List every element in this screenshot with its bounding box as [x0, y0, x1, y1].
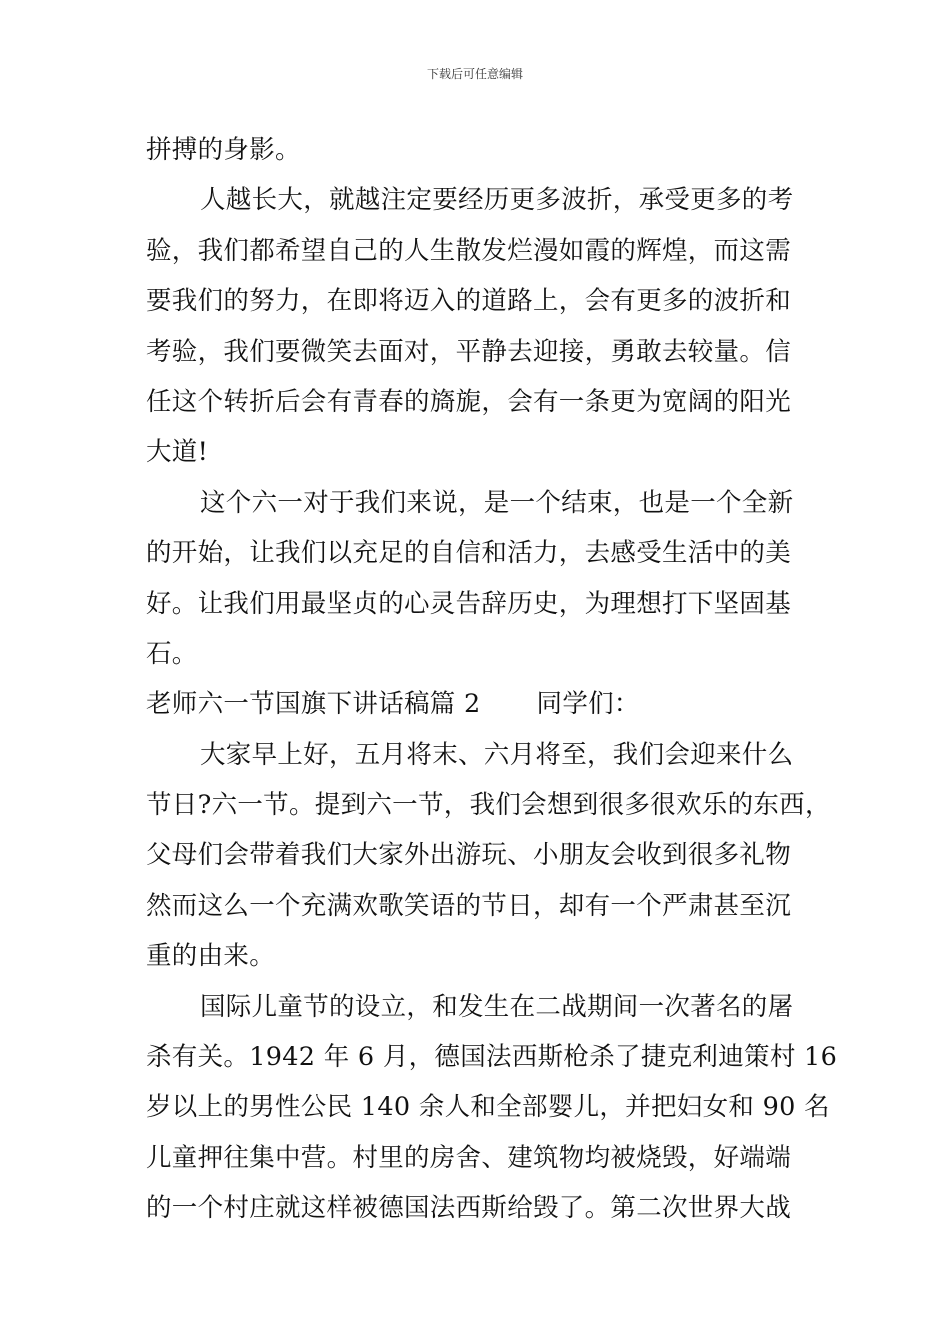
paragraph-line: 好。让我们用最坚贞的心灵告辞历史，为理想打下坚固基 [146, 588, 792, 619]
paragraph-line: 大家早上好，五月将末、六月将至，我们会迎来什么 [200, 739, 794, 770]
section-heading [146, 679, 811, 729]
heading-greeting: 同学们： [536, 689, 640, 720]
paragraph-line: 的开始，让我们以充足的自信和活力，去感受生活中的美 [146, 538, 792, 569]
paragraph-line: 国际儿童节的设立，和发生在二战期间一次著名的屠 [200, 991, 794, 1022]
paragraph-line: 杀有关。1942 年 6 月，德国法西斯枪杀了捷克利迪策村 16 [146, 1042, 838, 1073]
paragraph-line: 石。 [146, 638, 198, 669]
page-header: 下载后可任意编辑 [426, 67, 523, 81]
heading-title: 老师六一节国旗下讲话稿篇 2 [146, 689, 481, 720]
paragraph-line: 重的由来。 [146, 941, 276, 972]
paragraph-group-1 [146, 125, 811, 679]
paragraph-line: 岁以上的男性公民 140 余人和全部婴儿，并把妇女和 90 名 [146, 1092, 830, 1123]
paragraph-line: 考验，我们要微笑去面对，平静去迎接，勇敢去较量。信 [146, 336, 792, 367]
paragraph-line: 拼搏的身影。 [146, 135, 301, 165]
paragraph-line: 的一个村庄就这样被德国法西斯给毁了。第二次世界大战 [146, 1193, 792, 1224]
paragraph-line: 然而这么一个充满欢歌笑语的节日，却有一个严肃甚至沉 [146, 890, 792, 921]
paragraph-line: 要我们的努力，在即将迈入的道路上，会有更多的波折和 [146, 286, 792, 317]
paragraph-group-2 [146, 730, 838, 1234]
paragraph-line: 这个六一对于我们来说，是一个结束，也是一个全新 [200, 487, 794, 518]
paragraph-line: 节日?六一节。提到六一节，我们会想到很多很欢乐的东西， [146, 790, 831, 821]
paragraph-line: 人越长大，就越注定要经历更多波折，承受更多的考 [200, 185, 794, 216]
paragraph-line: 任这个转折后会有青春的旖旎，会有一条更为宽阔的阳光 [146, 386, 792, 417]
document-body [146, 125, 838, 1234]
paragraph-line: 父母们会带着我们大家外出游玩、小朋友会收到很多礼物 [146, 840, 792, 871]
paragraph-line: 验，我们都希望自己的人生散发烂漫如霞的辉煌，而这需 [146, 235, 792, 266]
paragraph-line: 大道! [146, 437, 209, 468]
paragraph-line: 儿童押往集中营。村里的房舍、建筑物均被烧毁，好端端 [146, 1142, 792, 1173]
